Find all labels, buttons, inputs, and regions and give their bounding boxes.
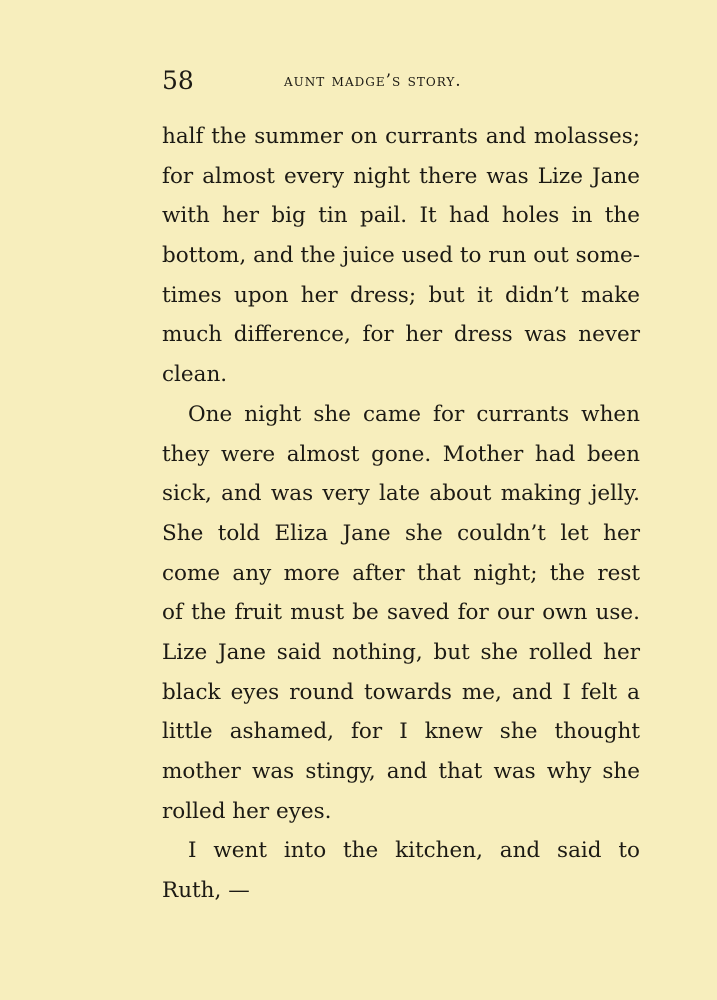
paragraph-start-line: I went into the kitchen, and said to — [188, 838, 640, 864]
text-line: She told Eliza Jane she couldn’t let her — [162, 520, 640, 546]
text-line: clean. — [162, 362, 228, 388]
page-header — [162, 64, 640, 98]
text-line: black eyes round towards me, and I felt a — [162, 679, 640, 705]
text-line: sick, and was very late about making jelly. — [162, 481, 640, 507]
text-line: half the summer on currants and molasses; — [162, 124, 640, 149]
text-line: mother was stingy, and that was why she — [162, 759, 640, 784]
text-line: Ruth, — — [162, 878, 250, 904]
text-line: with her big tin pail. It had holes in the — [162, 203, 640, 229]
text-line: much difference, for her dress was never — [162, 322, 640, 348]
text-line: come any more after that night; the rest — [162, 560, 640, 586]
page-number: 58 — [162, 66, 194, 95]
text-line: times upon her dress; but it didn’t make — [162, 282, 640, 308]
text-line: for almost every night there was Lize Jane — [162, 163, 640, 189]
text-line: little ashamed, for I knew she thought — [162, 719, 640, 745]
body-text — [162, 117, 640, 911]
text-line: they were almost gone. Mother had been — [162, 441, 640, 467]
paragraph-start-line: One night she came for currants when — [188, 401, 640, 427]
text-line: bottom, and the juice used to run out some- — [162, 243, 640, 269]
text-line: rolled her eyes. — [162, 798, 332, 824]
text-line: Lize Jane said nothing, but she rolled her — [162, 639, 640, 665]
text-line: of the fruit must be saved for our own use. — [162, 600, 640, 626]
running-head: aunt madge’s story. — [284, 71, 462, 91]
